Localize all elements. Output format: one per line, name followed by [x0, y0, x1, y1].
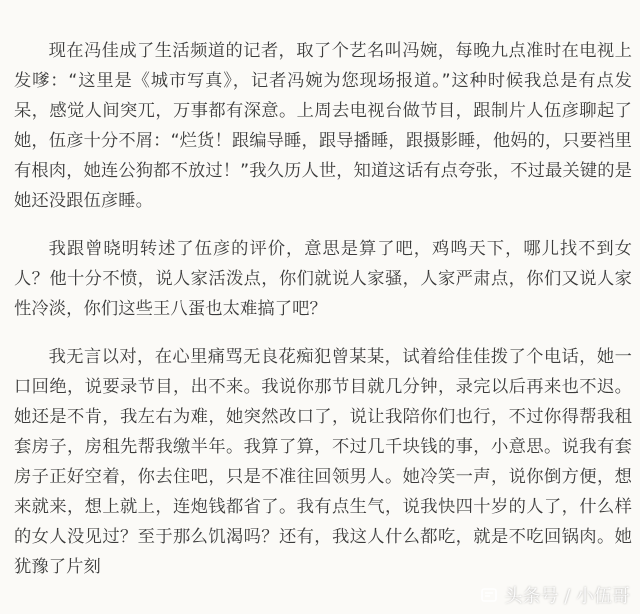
- article-paragraph: 我跟曾晓明转述了伍彦的评价，意思是算了吧，鸡鸣天下，哪儿找不到女人？他十分不愤，说人家活泼点，你们就说人家骚，人家严肃点，你们又说人家性冷淡，你们这些王八蛋也太难搞了吧？: [14, 239, 632, 319]
- watermark: [480, 582, 630, 608]
- toutiao-logo-icon: [480, 586, 498, 604]
- watermark-text: 头条号 / 小伍哥: [504, 586, 630, 607]
- article-paragraph: 现在冯佳成了生活频道的记者，取了个艺名叫冯婉，每晚九点准时在电视上发嗲：“这里是《城市写真》，记者冯婉为您现场报道。”这种时候我总是有点发呆，感觉人间突兀，万事都有深意。上周去电视台做节目，跟制片人伍彦聊起了她，伍彦十分不屑：“烂货！跟编导睡，跟导播睡，跟摄影睡，他妈的，只要裆里有根肉，她连公狗都不放过！”我久历人世，知道这话有点夸张，不过最关键的是她还没跟伍彦睡。: [14, 41, 632, 211]
- article-paragraph: 我无言以对，在心里痛骂无良花痴犯曾某某，试着给佳佳拨了个电话，她一口回绝，说要录节目，出不来。我说你那节目就几分钟，录完以后再来也不迟。她还是不肯，我左右为难，她突然改口了，说让我陪你们也行，不过你得帮我租套房子，房租先帮我缴半年。我算了算，不过几千块钱的事，小意思。说我有套房子正好空着，你去住吧，只是不准往回领男人。她冷笑一声，说你倒方便，想来就来，想上就上，连炮钱都省了。我有点生气，说我快四十岁的人了，什么样的女人没见过？至于那么饥渴吗？还有，我这人什么都吃，就是不吃回锅肉。她犹豫了片刻: [14, 347, 632, 577]
- article-body: [14, 36, 632, 582]
